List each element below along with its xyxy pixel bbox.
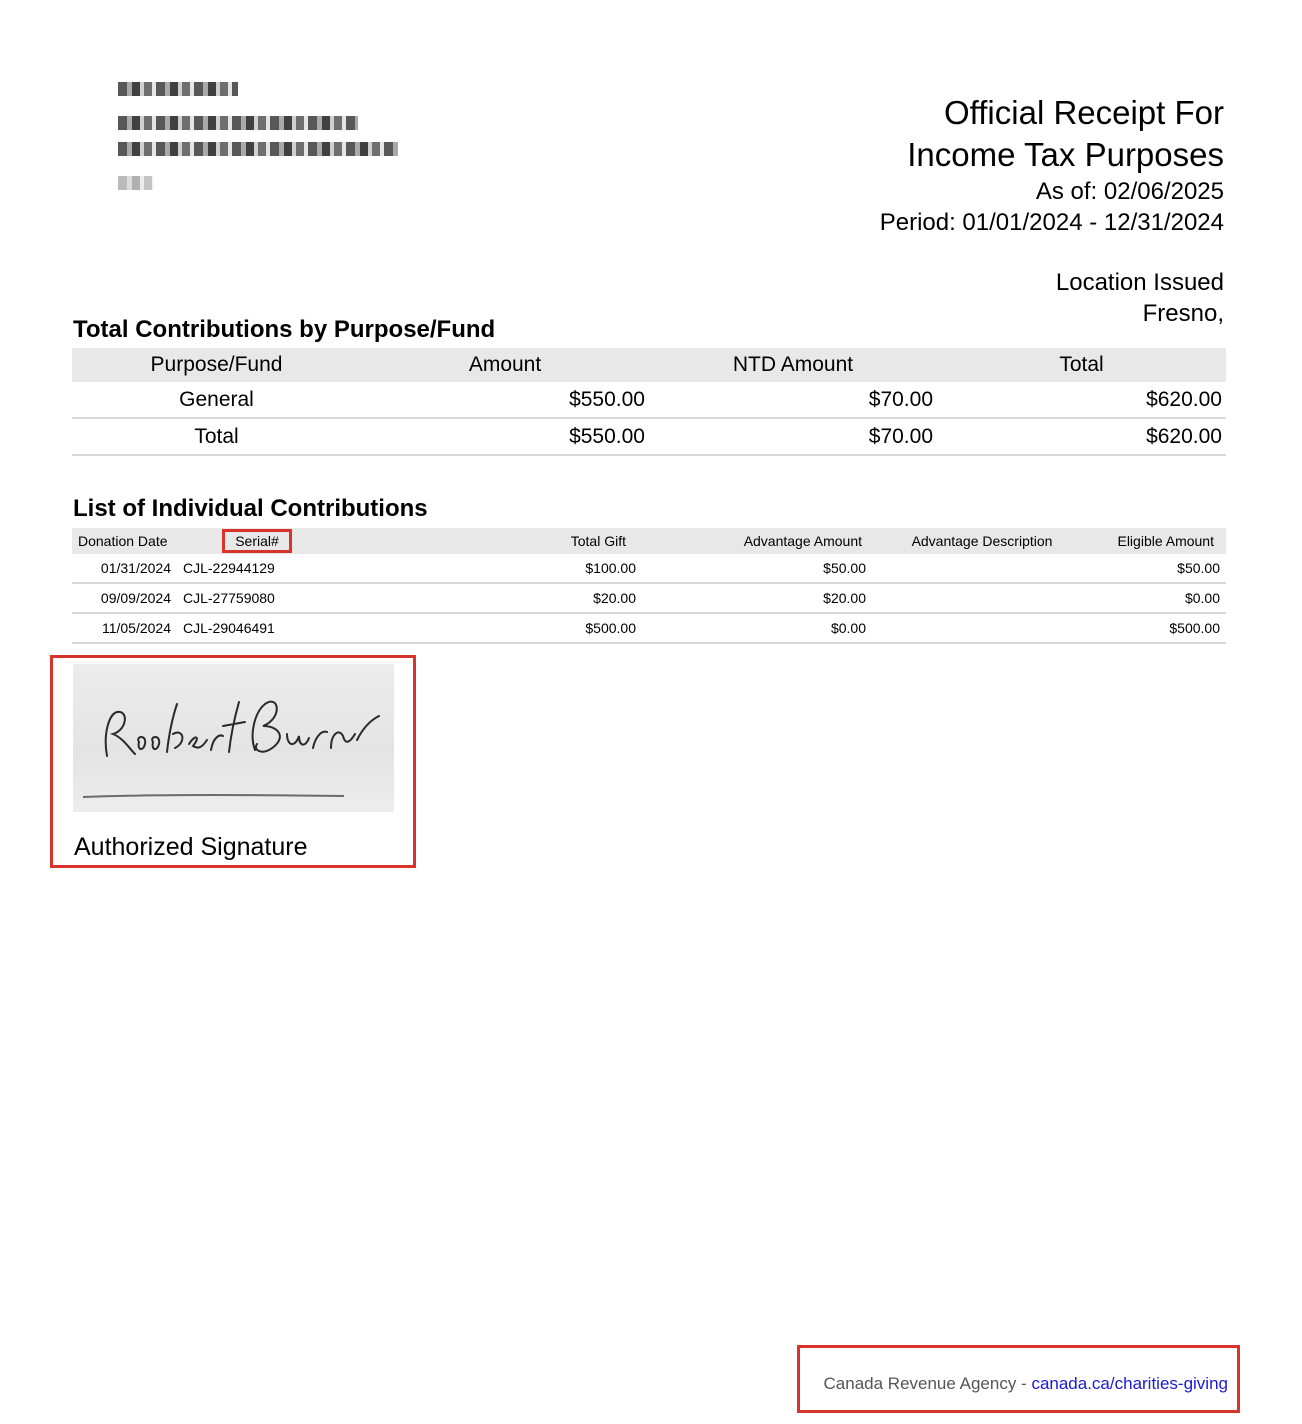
as-of-date: As of: 02/06/2025 <box>1035 178 1224 205</box>
fund-name: Total <box>72 418 361 455</box>
fund-ntd: $70.00 <box>649 382 937 418</box>
col-header-total: Total <box>937 348 1226 382</box>
serial-number: CJL-29046491 <box>177 613 337 643</box>
agency-name: Canada Revenue Agency - <box>823 1374 1032 1393</box>
serial-header-highlight: Serial# <box>222 529 292 553</box>
fund-table-header <box>72 348 1226 382</box>
donation-date: 09/09/2024 <box>72 583 177 613</box>
serial-number: CJL-27759080 <box>177 583 337 613</box>
table-row <box>72 418 1226 455</box>
fund-total: $620.00 <box>937 418 1226 455</box>
fund-name: General <box>72 382 361 418</box>
receipt-title-line2: Income Tax Purposes <box>907 136 1224 173</box>
serial-number: CJL-22944129 <box>177 554 337 583</box>
location-issued <box>1056 267 1224 329</box>
advantage-description <box>872 554 1092 583</box>
fund-table <box>72 348 1226 456</box>
footer-highlight <box>797 1345 1240 1413</box>
contributions-table <box>72 528 1226 644</box>
col-header-ntd: NTD Amount <box>649 348 937 382</box>
signature-highlight <box>50 655 416 868</box>
col-header-amount: Amount <box>361 348 649 382</box>
redacted-address <box>118 80 408 200</box>
redacted-line <box>118 176 154 190</box>
advantage-amount: $50.00 <box>642 554 872 583</box>
table-row <box>72 554 1226 583</box>
fund-ntd: $70.00 <box>649 418 937 455</box>
footer-text <box>824 1374 1228 1394</box>
fund-total: $620.00 <box>937 382 1226 418</box>
advantage-description <box>872 583 1092 613</box>
redacted-line <box>118 142 398 156</box>
table-row <box>72 613 1226 643</box>
advantage-amount: $20.00 <box>642 583 872 613</box>
signature-svg <box>73 664 394 812</box>
section-title-fund: Total Contributions by Purpose/Fund <box>73 316 496 343</box>
eligible-amount: $500.00 <box>1092 613 1226 643</box>
donation-date: 01/31/2024 <box>72 554 177 583</box>
section-title-contributions: List of Individual Contributions <box>73 495 428 522</box>
total-gift: $100.00 <box>337 554 642 583</box>
charities-link[interactable]: canada.ca/charities-giving <box>1031 1374 1228 1393</box>
signature-image <box>73 664 394 812</box>
col-header-total-gift: Total Gift <box>337 528 642 554</box>
table-row <box>72 583 1226 613</box>
contrib-table-header <box>72 528 1226 554</box>
location-city: Fresno, <box>1142 300 1224 327</box>
col-header-eligible: Eligible Amount <box>1092 528 1226 554</box>
col-header-advantage-amount: Advantage Amount <box>642 528 872 554</box>
location-label: Location Issued <box>1055 269 1224 296</box>
authorized-signature-label: Authorized Signature <box>74 833 308 861</box>
table-row <box>72 382 1226 418</box>
col-header-serial <box>177 528 337 554</box>
col-header-date: Donation Date <box>72 528 177 554</box>
redacted-line <box>118 82 238 96</box>
total-gift: $20.00 <box>337 583 642 613</box>
fund-amount: $550.00 <box>361 382 649 418</box>
fund-amount: $550.00 <box>361 418 649 455</box>
advantage-amount: $0.00 <box>642 613 872 643</box>
eligible-amount: $50.00 <box>1092 554 1226 583</box>
receipt-title-line1: Official Receipt For <box>944 94 1224 131</box>
total-gift: $500.00 <box>337 613 642 643</box>
receipt-header <box>880 92 1224 238</box>
period-range: Period: 01/01/2024 - 12/31/2024 <box>879 209 1224 236</box>
redacted-line <box>118 116 358 130</box>
col-header-advantage-desc: Advantage Description <box>872 528 1092 554</box>
donation-date: 11/05/2024 <box>72 613 177 643</box>
col-header-purpose: Purpose/Fund <box>72 348 361 382</box>
advantage-description <box>872 613 1092 643</box>
eligible-amount: $0.00 <box>1092 583 1226 613</box>
